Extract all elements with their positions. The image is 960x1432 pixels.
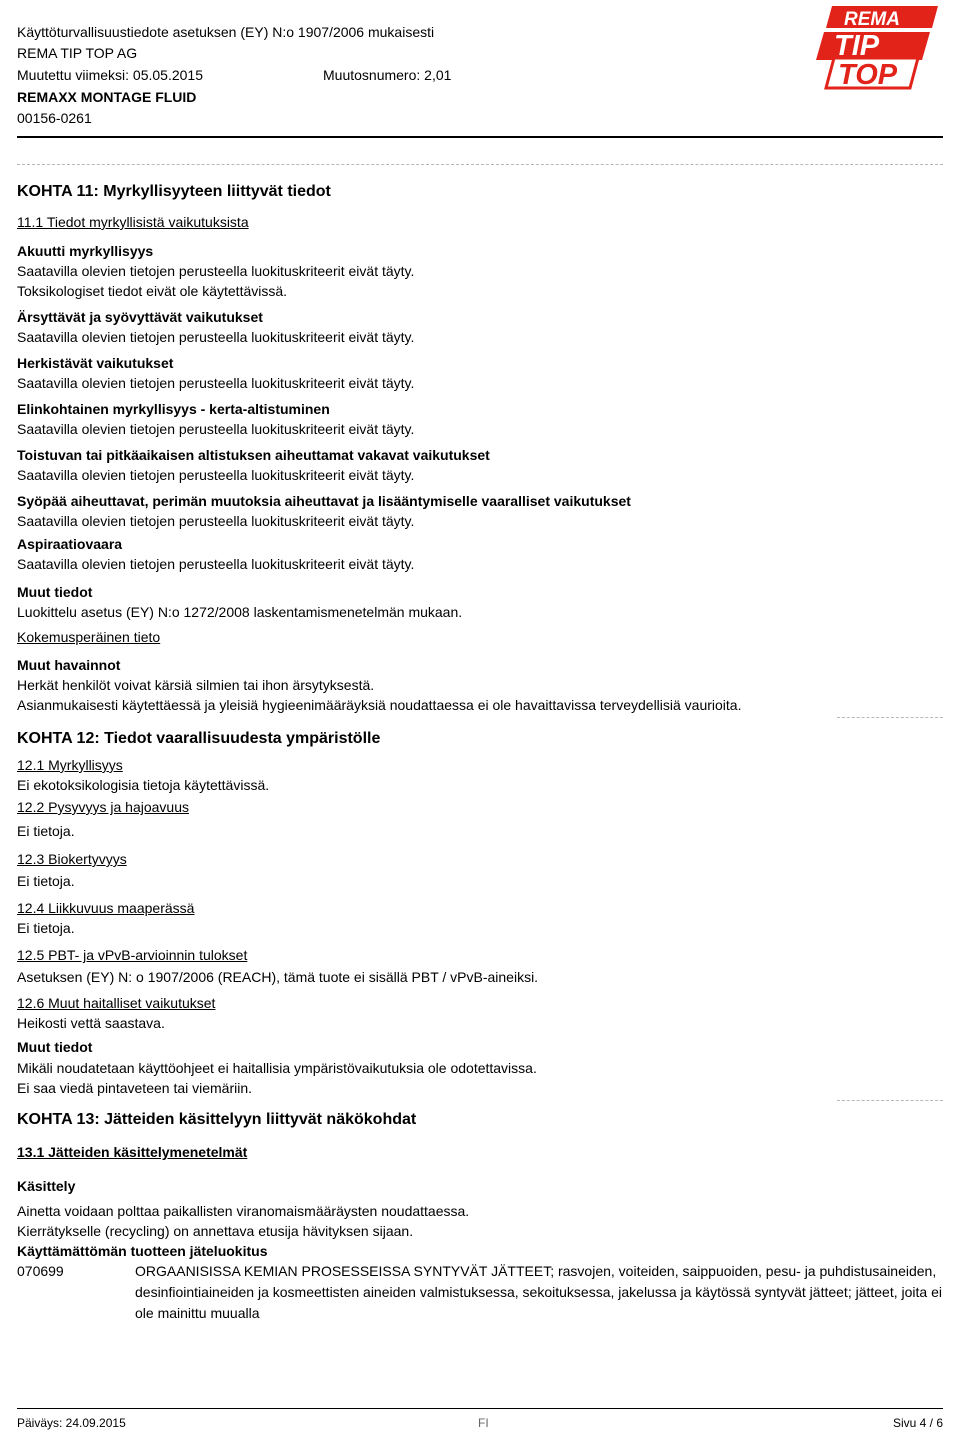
treatment-heading: Käsittely (17, 1178, 76, 1194)
aspiration-heading: Aspiraatiovaara (17, 536, 123, 552)
other-info-heading: Muut tiedot (17, 584, 93, 600)
section-11-title: KOHTA 11: Myrkyllisyyteen liittyvät tiedot (17, 183, 331, 200)
stot-repeated-text: Saatavilla olevien tietojen perusteella luokituskriteerit eivät täyty. (17, 467, 415, 483)
subsection-12-4: 12.4 Liikkuvuus maaperässä (17, 900, 195, 916)
product-name: REMAXX MONTAGE FLUID (17, 89, 197, 105)
cmr-text: Saatavilla olevien tietojen perusteella luokituskriteerit eivät täyty. (17, 513, 415, 529)
logo-text-mid: TIP (834, 30, 880, 62)
section-11 (17, 154, 943, 715)
waste-code-heading: Käyttämättömän tuotteen jäteluokitus (17, 1243, 268, 1259)
section-divider (837, 717, 943, 718)
other-info-text-2: Ei saa viedä pintaveteen tai viemäriin. (17, 1080, 253, 1096)
observations-heading: Muut havainnot (17, 657, 121, 673)
document-title: Käyttöturvallisuustiedote asetuksen (EY) N:o 1907/2006 mukaisesti (17, 24, 435, 40)
subsection-12-6: 12.6 Muut haitalliset vaikutukset (17, 995, 216, 1011)
subsection-12-3: 12.3 Biokertyvyys (17, 851, 127, 867)
irritation-heading: Ärsyttävät ja syövyttävät vaikutukset (17, 309, 263, 325)
document-header (0, 0, 960, 140)
waste-code: 070699 (17, 1263, 64, 1279)
adverse-effects-text: Heikosti vettä saastava. (17, 1015, 165, 1031)
observations-text-1: Herkät henkilöt voivat kärsiä silmien tai ihon ärsytyksestä. (17, 677, 375, 693)
persistence-text: Ei tietoja. (17, 823, 75, 839)
subsection-12-1: 12.1 Myrkyllisyys (17, 757, 123, 773)
logo-text-top: REMA (844, 9, 900, 30)
subsection-12-5: 12.5 PBT- ja vPvB-arvioinnin tulokset (17, 947, 248, 963)
bioaccumulation-text: Ei tietoja. (17, 873, 75, 889)
acute-toxicity-text-1: Saatavilla olevien tietojen perusteella luokituskriteerit eivät täyty. (17, 263, 415, 279)
irritation-text: Saatavilla olevien tietojen perusteella luokituskriteerit eivät täyty. (17, 329, 415, 345)
waste-code-row (17, 1261, 943, 1324)
subsection-11-1: 11.1 Tiedot myrkyllisistä vaikutuksista (17, 214, 249, 230)
other-info-heading: Muut tiedot (17, 1039, 93, 1055)
product-code: 00156-0261 (17, 110, 92, 126)
ecotoxicity-text: Ei ekotoksikologisia tietoja käytettävissä. (17, 777, 270, 793)
stot-repeated-heading: Toistuvan tai pitkäaikaisen altistuksen aiheuttamat vakavat vaikutukset (17, 447, 490, 463)
company-name: REMA TIP TOP AG (17, 45, 138, 61)
modified-date: Muutettu viimeksi: 05.05.2015 (17, 67, 203, 83)
section-12 (17, 717, 943, 1098)
section-12-title: KOHTA 12: Tiedot vaarallisuudesta ympäristölle (17, 730, 381, 747)
observations-text-2: Asianmukaisesti käytettäessä ja yleisiä hygieenimääräyksiä noudattaessa ei ole havaittavissa terveydellisiä vaurioita. (17, 697, 742, 713)
document-content (17, 170, 943, 1324)
rema-tip-top-logo (814, 2, 944, 90)
sensitisation-text: Saatavilla olevien tietojen perusteella luokituskriteerit eivät täyty. (17, 375, 415, 391)
experience-heading: Kokemusperäinen tieto (17, 629, 161, 645)
logo-text-bottom: TOP (838, 59, 898, 90)
other-info-text: Luokittelu asetus (EY) N:o 1272/2008 laskentamismenetelmän mukaan. (17, 604, 463, 620)
cmr-heading: Syöpää aiheuttavat, perimän muutoksia aiheuttavat ja lisääntymiselle vaaralliset vaikutukset (17, 493, 631, 509)
language-code: FI (478, 1416, 489, 1430)
treatment-text-2: Kierrätykselle (recycling) on annettava etusija hävityksen sijaan. (17, 1223, 414, 1239)
subsection-12-2: 12.2 Pysyvyys ja hajoavuus (17, 799, 189, 815)
pbt-text: Asetuksen (EY) N: o 1907/2006 (REACH), tämä tuote ei sisällä PBT / vPvB-aineiksi. (17, 969, 539, 985)
other-info-text-1: Mikäli noudatetaan käyttöohjeet ei haitallisia ympäristövaikutuksia ole odotettavissa. (17, 1060, 537, 1076)
print-date: Päiväys: 24.09.2015 (17, 1416, 126, 1430)
aspiration-text: Saatavilla olevien tietojen perusteella luokituskriteerit eivät täyty. (17, 556, 415, 572)
subsection-13-1: 13.1 Jätteiden käsittelymenetelmät (17, 1144, 248, 1160)
sensitisation-heading: Herkistävät vaikutukset (17, 355, 174, 371)
stot-single-heading: Elinkohtainen myrkyllisyys - kerta-altistuminen (17, 401, 330, 417)
section-divider (17, 164, 943, 165)
footer-divider (17, 1408, 943, 1409)
revision-number: Muutosnumero: 2,01 (323, 67, 452, 83)
section-11-heading-row (17, 154, 943, 174)
section-13-title: KOHTA 13: Jätteiden käsittelyyn liittyvät näkökohdat (17, 1111, 417, 1128)
mobility-text: Ei tietoja. (17, 920, 75, 936)
treatment-text-1: Ainetta voidaan polttaa paikallisten viranomaismääräysten noudattaessa. (17, 1203, 470, 1219)
document-footer (0, 1404, 960, 1432)
section-divider (837, 1100, 943, 1101)
header-divider (17, 136, 943, 138)
stot-single-text: Saatavilla olevien tietojen perusteella luokituskriteerit eivät täyty. (17, 421, 415, 437)
waste-description: ORGAANISISSA KEMIAN PROSESSEISSA SYNTYVÄT JÄTTEET; rasvojen, voiteiden, saippuoiden, pesu- ja puhdistusaineiden, desinfiointiaineiden ja kosmeettisten aineiden valmistuksessa, sekoituksessa, jakelussa ja käytössä syntyvät jätteet; jätteet, joita ei ole mainittu muualla (135, 1263, 942, 1321)
section-13 (17, 1100, 943, 1324)
acute-toxicity-text-2: Toksikologiset tiedot eivät ole käytettävissä. (17, 283, 288, 299)
page-number: Sivu 4 / 6 (892, 1416, 943, 1430)
acute-toxicity-heading: Akuutti myrkyllisyys (17, 243, 154, 259)
